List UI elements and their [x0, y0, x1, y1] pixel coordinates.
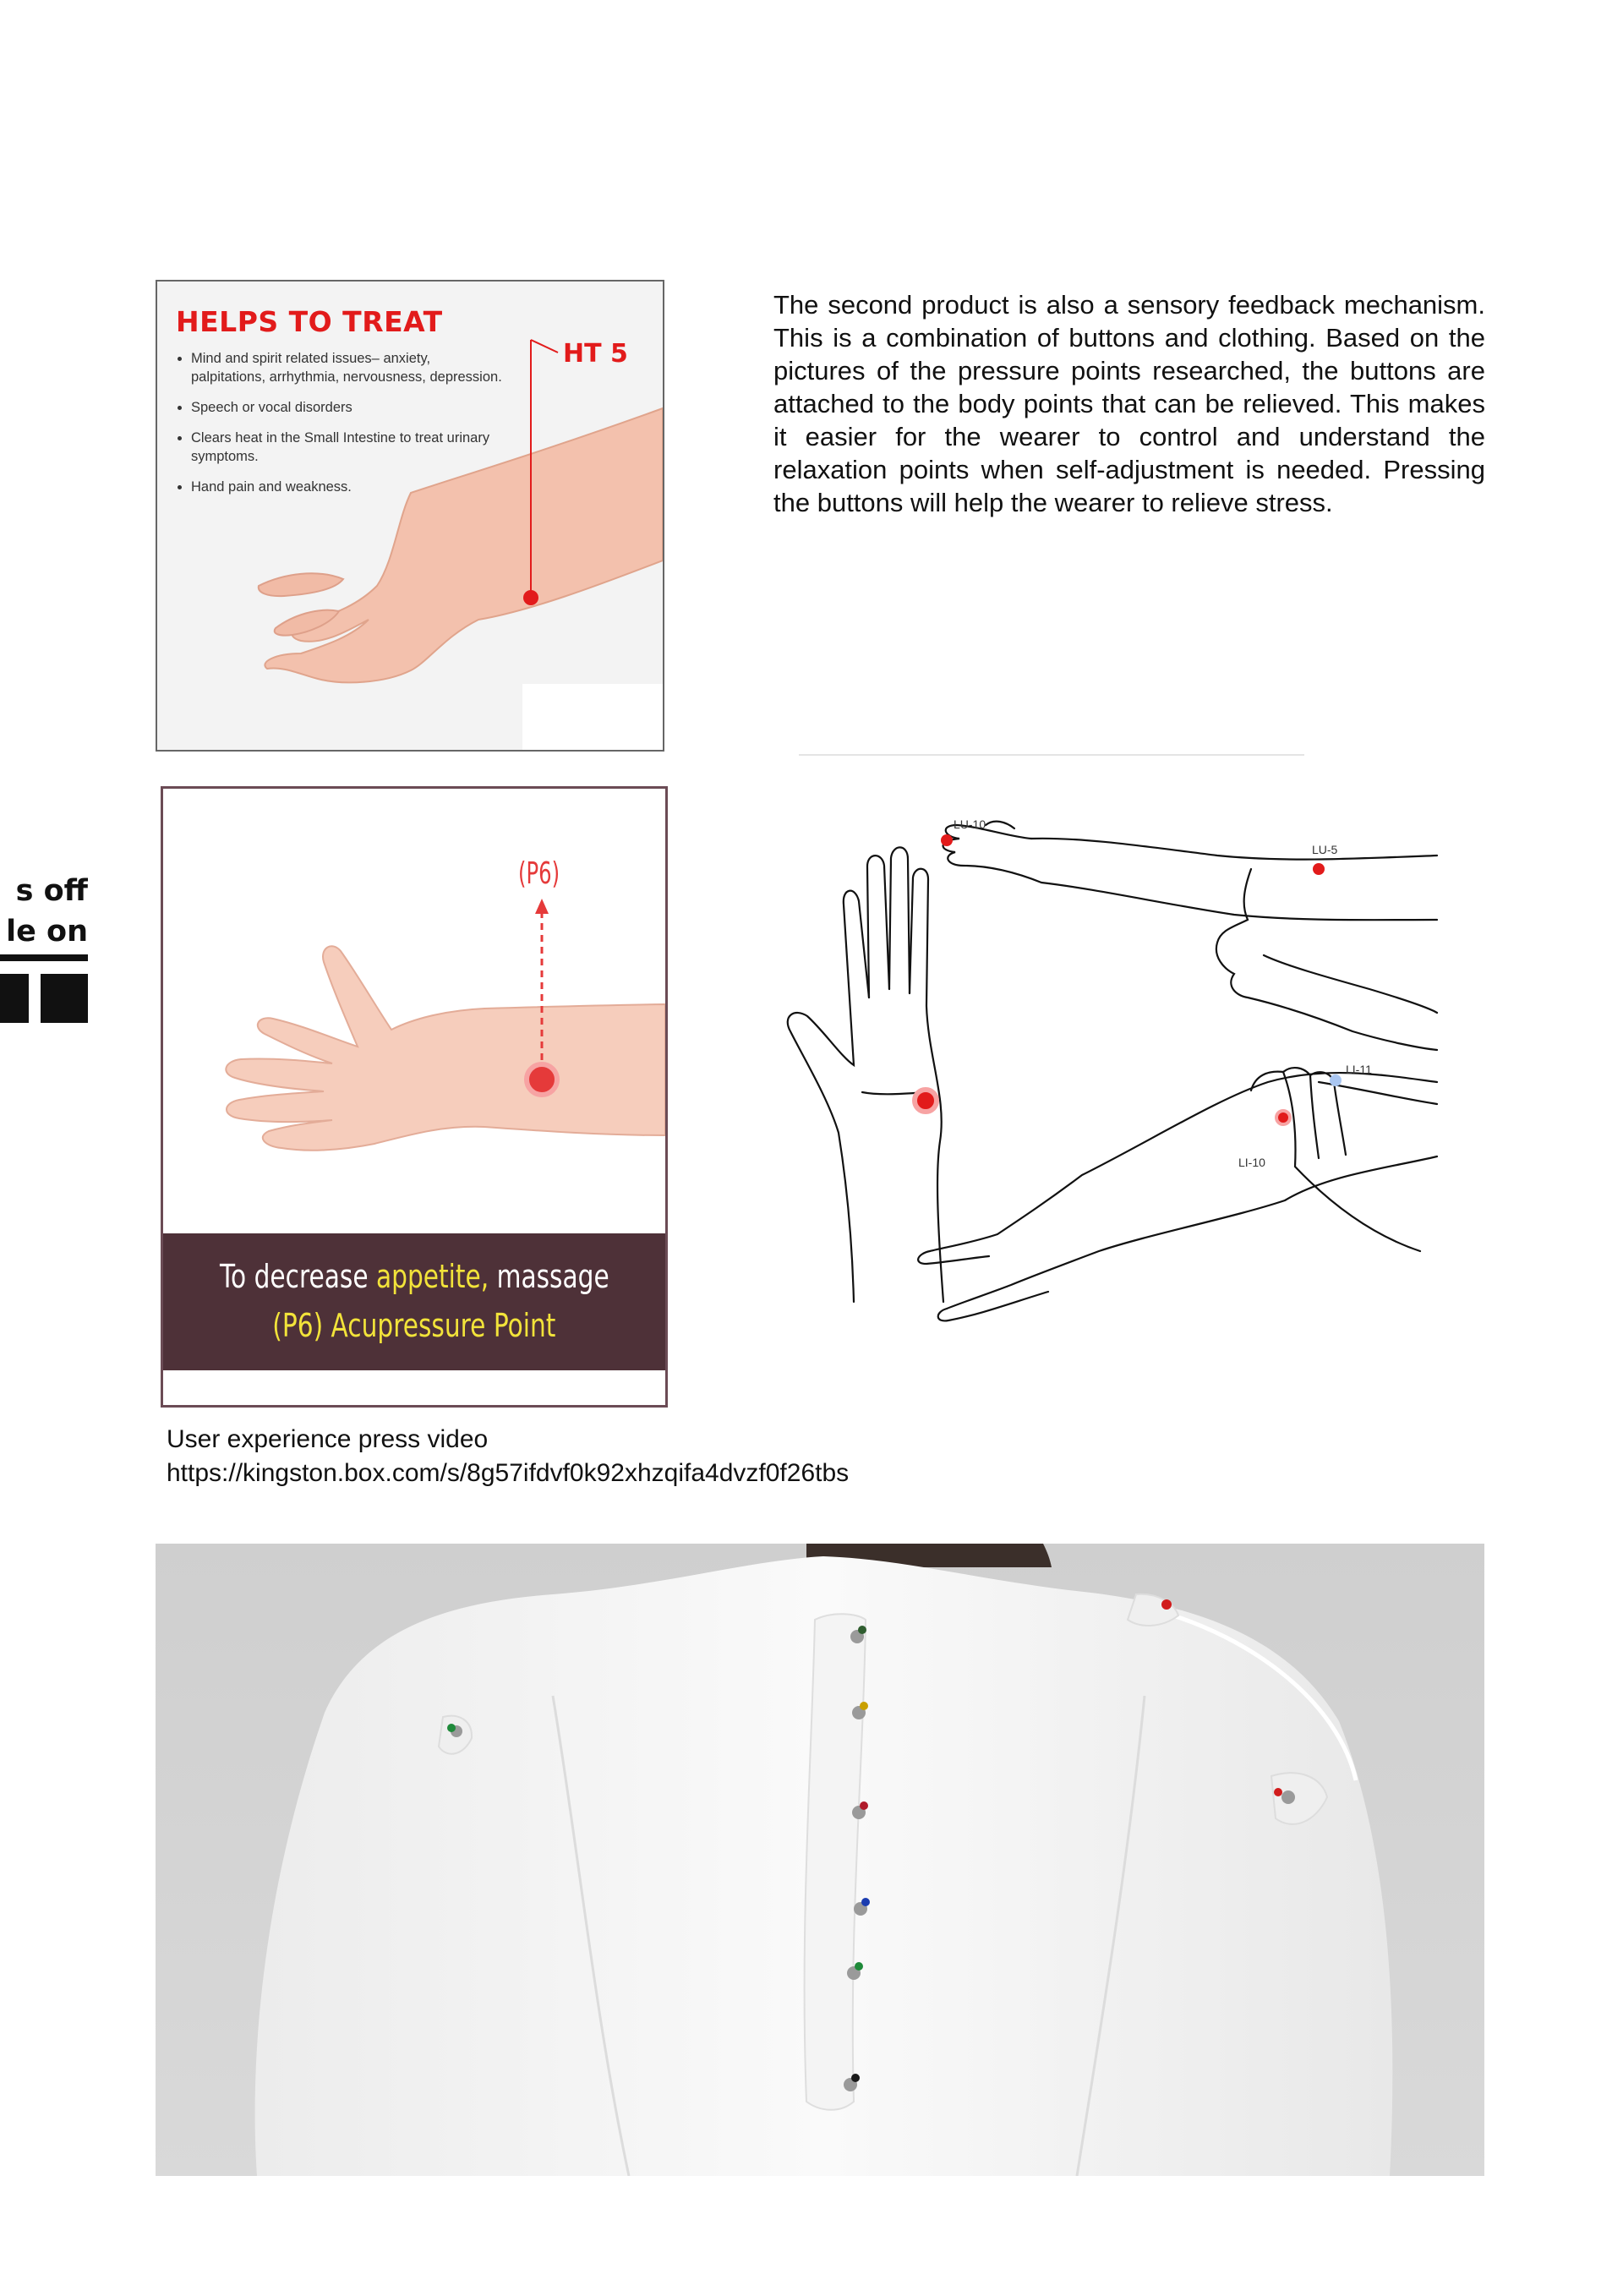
product-description: The second product is also a sensory feedback mechanism. This is a combination of buttons and clothing. Based on the pictures of the pressure points researched, the buttons are attached to the body points that can be relieved. This makes it easier for the wearer to control and understand the relaxation points when self-adjustment is needed. Pressing the buttons will help the wearer to relieve stress. [773, 290, 1485, 517]
cropped-heading-line-1: s off [15, 874, 88, 908]
garment-back-photo [156, 1544, 1484, 2176]
divider [799, 754, 1304, 756]
video-link[interactable]: https://kingston.box.com/s/8g57ifdvf0k92xhzqifa4dvzf0f26tbs [167, 1459, 850, 1487]
banner-text: To decrease [219, 1258, 376, 1295]
helps-to-treat-heading: HELPS TO TREAT [176, 305, 443, 338]
cropped-heading-line-2: le on [6, 915, 88, 948]
video-caption [167, 1423, 849, 1490]
list-item: • Speech or vocal disorders [191, 398, 504, 417]
list-item: • Clears heat in the Small Intestine to treat urinary symptoms. [191, 429, 504, 466]
cropped-block [0, 974, 29, 1023]
list-item: • Mind and spirit related issues– anxiety, palpitations, arrhythmia, nervousness, depression. [191, 349, 504, 386]
lu10-label: LU-10 [954, 817, 986, 831]
cropped-block [41, 974, 88, 1023]
p6-label: (P6) [518, 856, 560, 891]
cropped-heading [0, 871, 88, 952]
banner-line-2: (P6) Acupressure Point [272, 1307, 556, 1344]
lu5-label: LU-5 [1312, 843, 1338, 856]
cropped-rule [0, 954, 88, 961]
caption-title: User experience press video [167, 1425, 489, 1453]
ht5-label: HT 5 [563, 339, 628, 369]
p6-infographic [161, 786, 668, 1408]
ht5-infographic [156, 280, 664, 752]
li11-label: LI-11 [1346, 1063, 1372, 1076]
banner-line-1 [220, 1252, 609, 1301]
palm-illustration [163, 789, 665, 1233]
banner-highlight: appetite, [375, 1258, 489, 1295]
p6-banner [163, 1233, 665, 1370]
pressure-points-diagram [778, 778, 1445, 1378]
list-item: • Hand pain and weakness. [191, 478, 504, 496]
li10-label: LI-10 [1238, 1156, 1265, 1169]
banner-text: massage [488, 1258, 609, 1295]
